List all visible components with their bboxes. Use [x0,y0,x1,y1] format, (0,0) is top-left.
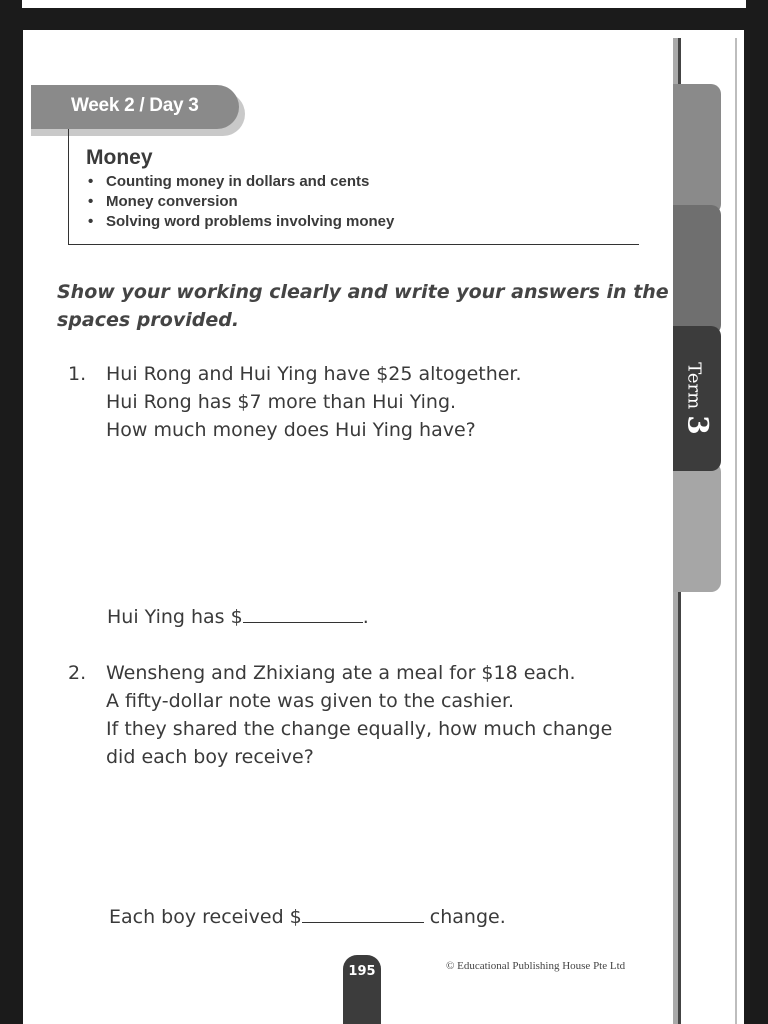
page-right-edge [735,38,737,1024]
term-tab-label [675,326,721,471]
question-line: A fifty-dollar note was given to the cashier. [106,690,515,712]
term-number: 3 [681,415,715,435]
side-tab-term-4 [673,462,721,592]
answer-prefix: Each boy received $ [109,906,302,928]
side-tab-term-2 [673,205,721,335]
answer-blank[interactable] [302,918,424,923]
instructions: Show your working clearly and write your answers in the spaces provided. [57,281,669,331]
answer-suffix: . [362,606,369,628]
objective-item: • Solving word problems involving money [86,212,394,232]
objective-item: • Money conversion [86,192,394,212]
side-tab-term-1 [673,84,721,214]
topic-title: Money [86,146,153,169]
question-line: Hui Rong has $7 more than Hui Ying. [106,391,457,413]
top-strip [22,0,746,8]
worksheet-page [23,30,744,1024]
answer-prefix: Hui Ying has $ [107,606,243,628]
question-line: If they shared the change equally, how much change [106,718,613,740]
question-line: How much money does Hui Ying have? [106,419,476,441]
answer-suffix: change. [429,906,506,928]
question-line: did each boy receive? [106,746,314,768]
term-word: Term [683,362,705,410]
answer-line-2 [109,906,506,928]
objective-list [86,172,394,232]
page-number: 195 [343,955,381,1024]
question-line: Wensheng and Zhixiang ate a meal for $18 each. [106,662,576,684]
question-line: Hui Rong and Hui Ying have $25 altogether. [106,363,522,385]
week-day-label: Week 2 / Day 3 [71,95,199,116]
question-number: 1. [68,363,87,385]
answer-line-1 [107,606,369,628]
answer-blank[interactable] [243,618,363,623]
objective-item: • Counting money in dollars and cents [86,172,394,192]
copyright: © Educational Publishing House Pte Ltd [446,960,626,972]
question-number: 2. [68,662,87,684]
